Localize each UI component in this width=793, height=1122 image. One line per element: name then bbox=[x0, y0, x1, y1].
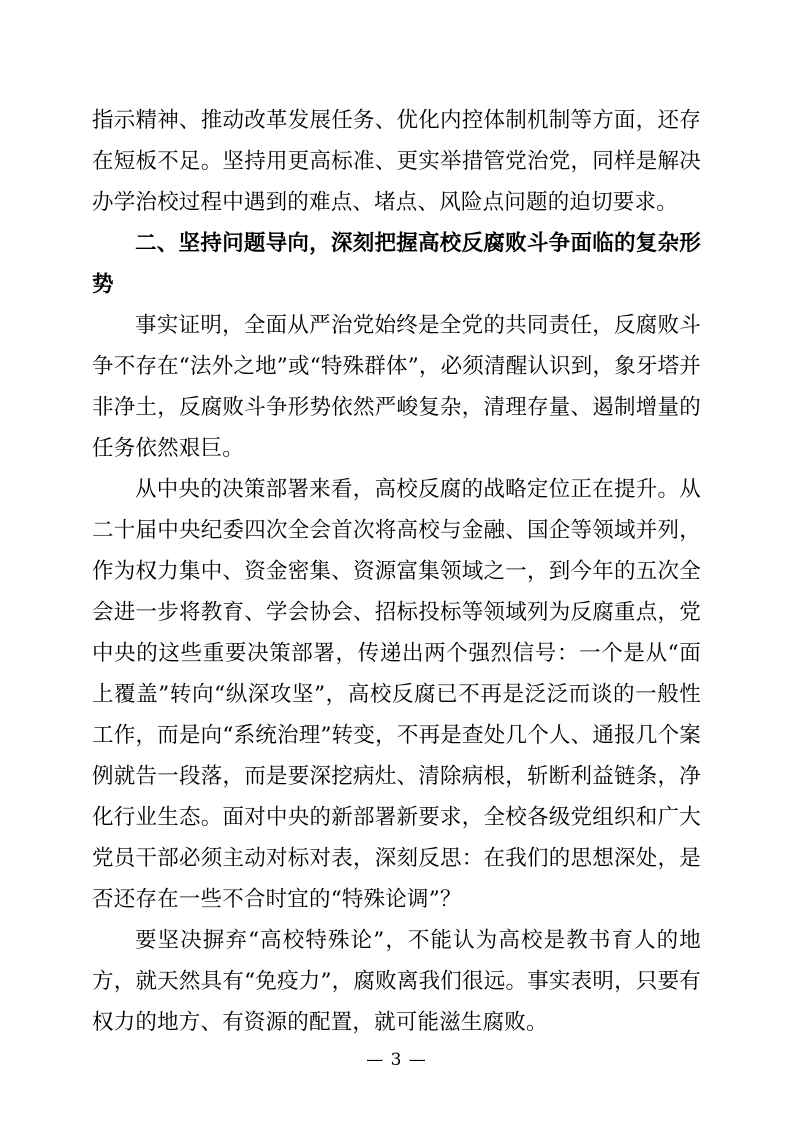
paragraph-2: 事实证明，全面从严治党始终是全党的共同责任，反腐败斗争不存在“法外之地”或“特殊群体”，必须清醒认识到，象牙塔并非净土，反腐败斗争形势依然严峻复杂，清理存量、遏制增量的任务依然艰巨。 bbox=[92, 313, 701, 461]
paragraph-3: 从中央的决策部署来看，高校反腐的战略定位正在提升。从二十届中央纪委四次全会首次将高校与金融、国企等领域并列，作为权力集中、资金密集、资源富集领域之一，到今年的五次全会进一步将教育、学会协会、招标投标等领域列为反腐重点，党中央的这些重要决策部署，传递出两个强烈信号：一个是从“面上覆盖”转向“纵深攻坚”，高校反腐已不再是泛泛而谈的一般性工作，而是向“系统治理”转变，不再是查处几个人、通报几个案例就告一段落，而是要深挖病灶、清除病根，斩断利益链条，净化行业生态。面对中央的新部署新要求，全校各级党组织和广大党员干部必须主动对标对表，深刻反思：在我们的思想深处，是否还存在一些不合时宜的“特殊论调”？ bbox=[92, 477, 701, 912]
document-body bbox=[92, 100, 701, 1043]
page-number: — 3 — bbox=[366, 1050, 427, 1070]
paragraph-1: 指示精神、推动改革发展任务、优化内控体制机制等方面，还存在短板不足。坚持用更高标准、更实举措管党治党，同样是解决办学治校过程中遇到的难点、堵点、风险点问题的迫切要求。 bbox=[92, 108, 701, 215]
paragraph-4: 要坚决摒弃“高校特殊论”，不能认为高校是教书育人的地方，就天然具有“免疫力”，腐败离我们很远。事实表明，只要有权力的地方、有资源的配置，就可能滋生腐败。 bbox=[92, 928, 701, 1035]
section-heading-2: 二、坚持问题导向，深刻把握高校反腐败斗争面临的复杂形势 bbox=[92, 231, 701, 297]
